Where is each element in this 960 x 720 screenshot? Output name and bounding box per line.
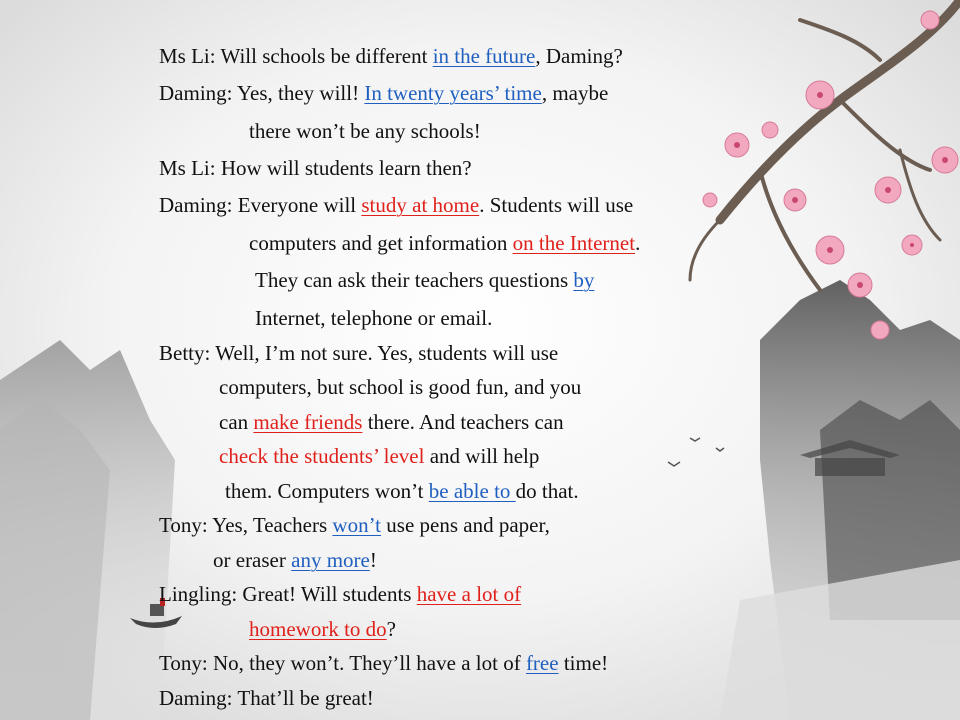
line-school-fun: computers, but school is good fun, and you — [219, 375, 582, 399]
line-tony-free-time: Tony: No, they won’t. They’ll have a lot of free time! — [159, 651, 609, 675]
line-betty-not-sure: Betty: Well, I’m not sure. Yes, students will use — [159, 341, 559, 365]
line-make-friends: can make friends there. And teachers can — [219, 410, 564, 434]
line-lingling-great: Lingling: Great! Will students have a lot of — [159, 582, 522, 606]
line-internet-telephone: Internet, telephone or email. — [255, 306, 493, 330]
line-ms-li-future: Ms Li: Will schools be different in the future, Daming? — [159, 44, 623, 68]
line-computers-wont: them. Computers won’t be able to do that. — [225, 479, 579, 503]
line-ms-li-learn: Ms Li: How will students learn then? — [159, 156, 472, 180]
line-daming-twenty-years: Daming: Yes, they will! In twenty years’ time, maybe — [159, 81, 609, 105]
line-homework: homework to do? — [249, 617, 396, 641]
line-daming-study-home: Daming: Everyone will study at home. Students will use — [159, 193, 634, 217]
line-no-schools: there won’t be any schools! — [249, 119, 481, 143]
line-eraser: or eraser any more! — [213, 548, 377, 572]
line-daming-great: Daming: That’ll be great! — [159, 686, 374, 710]
line-tony-pens: Tony: Yes, Teachers won’t use pens and paper, — [159, 513, 550, 537]
line-check-level: check the students’ level and will help — [219, 444, 540, 468]
line-internet-info: computers and get information on the Internet. — [249, 231, 641, 255]
line-ask-teachers: They can ask their teachers questions by — [255, 268, 595, 292]
